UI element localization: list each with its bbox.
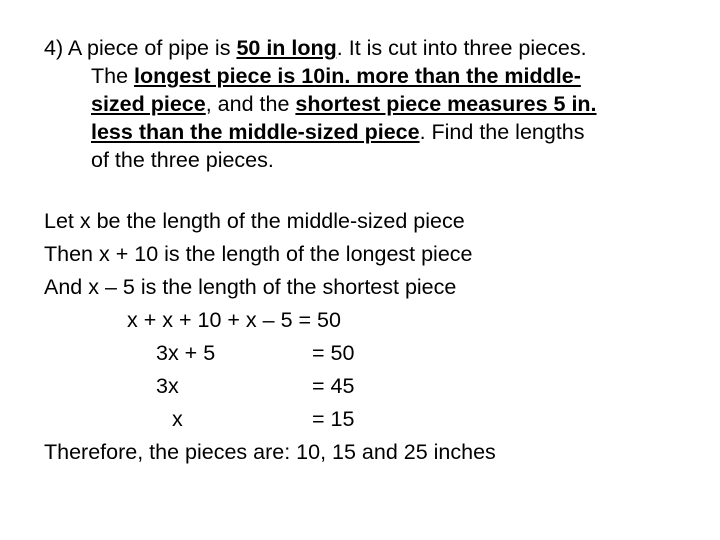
- problem-text: . Find the lengths: [419, 120, 585, 144]
- problem-line-5: of the three pieces.: [91, 148, 274, 172]
- problem-text: The: [91, 64, 135, 88]
- solution-then-line: Then x + 10 is the length of the longest piece: [44, 242, 473, 266]
- problem-highlight: longest piece is 10in. more than the middle-: [134, 64, 581, 88]
- solution-let-line: Let x be the length of the middle-sized piece: [44, 209, 465, 233]
- problem-highlight: sized piece: [91, 92, 206, 116]
- problem-text: . It is cut into three pieces.: [336, 36, 587, 60]
- equation-line-4: [44, 403, 694, 436]
- equation-4-right: = 15: [312, 407, 355, 431]
- solution-conclusion: Therefore, the pieces are: 10, 15 and 25 inches: [44, 440, 496, 464]
- problem-highlight: shortest piece measures 5 in.: [295, 92, 597, 116]
- problem-text: 4) A piece of pipe is: [44, 36, 237, 60]
- equation-line-2: [44, 337, 694, 370]
- solution: [44, 205, 694, 469]
- equation-3-left: 3x: [156, 374, 179, 398]
- problem-line-2: [44, 62, 694, 90]
- problem-line-4: [44, 118, 694, 146]
- equation-1: x + x + 10 + x – 5 = 50: [127, 308, 341, 332]
- problem-statement: [44, 34, 694, 174]
- equation-2-right: = 50: [312, 341, 355, 365]
- problem-line-3: [44, 90, 694, 118]
- equation-4-left: x: [172, 407, 183, 431]
- equation-3-right: = 45: [312, 374, 355, 398]
- problem-text: , and the: [205, 92, 296, 116]
- problem-highlight: 50 in long: [236, 36, 337, 60]
- equation-2-left: 3x + 5: [156, 341, 216, 365]
- problem-highlight: less than the middle-sized piece: [91, 120, 420, 144]
- solution-and-line: And x – 5 is the length of the shortest piece: [44, 275, 457, 299]
- problem-line-1: [44, 34, 694, 62]
- equation-line-1: [44, 304, 694, 337]
- equation-line-3: [44, 370, 694, 403]
